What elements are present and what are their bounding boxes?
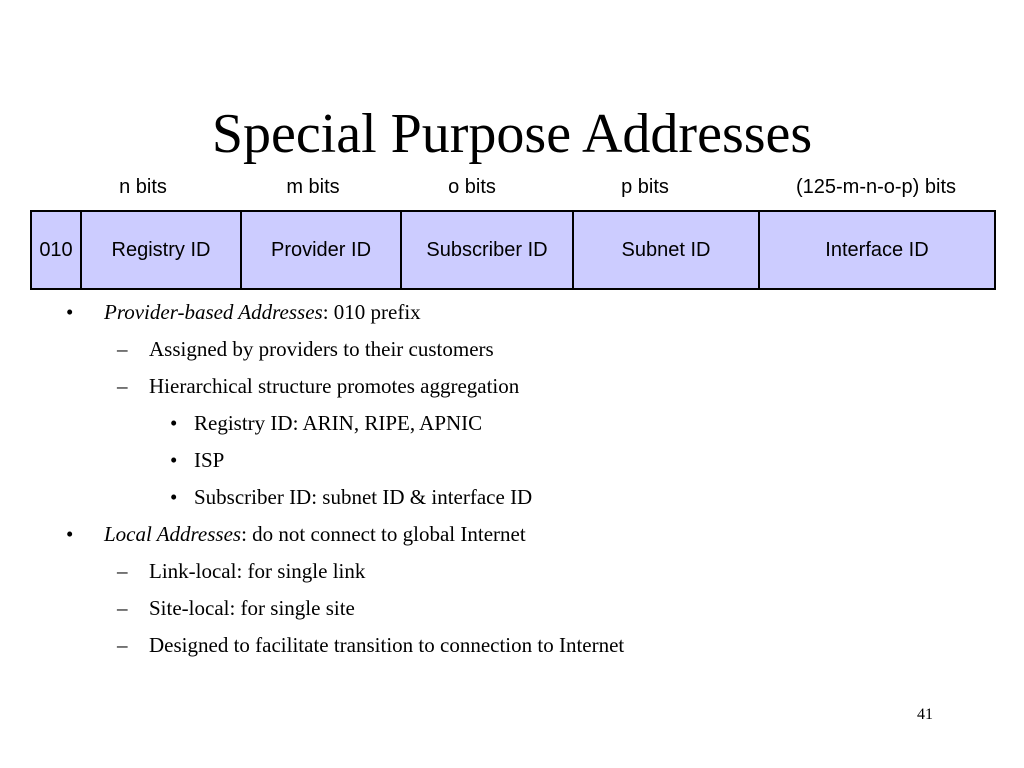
dash-marker: – [117,337,128,361]
slide-title: Special Purpose Addresses [211,103,813,165]
list-item-text: Site-local: for single site [149,596,355,620]
field-subnet-id: Subnet ID [572,212,758,288]
bullet-marker: • [170,448,178,472]
list-item [0,516,1024,553]
list-item [0,405,1024,442]
dash-marker: – [117,374,128,398]
field-interface-id: Interface ID [758,212,996,288]
field-subscriber-id: Subscriber ID [400,212,572,288]
list-item-text: ISP [194,448,225,472]
bullet-marker: • [66,300,74,324]
list-item-rest: : 010 prefix [322,300,421,324]
list-item [0,294,1024,331]
list-item [0,553,1024,590]
bit-label-o: o bits [448,176,496,198]
bullet-list [0,294,1024,664]
bullet-marker: • [170,411,178,435]
dash-marker: – [117,596,128,620]
list-item [0,479,1024,516]
bit-label-p: p bits [621,176,669,198]
list-item-text: Subscriber ID: subnet ID & interface ID [194,485,533,509]
list-item [0,331,1024,368]
dash-marker: – [117,559,128,583]
bullet-marker: • [170,485,178,509]
field-prefix: 010 [30,212,80,288]
list-item-text: Link-local: for single link [149,559,366,583]
list-item-text: Registry ID: ARIN, RIPE, APNIC [194,411,483,435]
list-item-text: Hierarchical structure promotes aggregation [149,374,520,398]
field-provider-id: Provider ID [240,212,400,288]
list-item [0,442,1024,479]
list-item-text: Designed to facilitate transition to connection to Internet [149,633,625,657]
bit-label-n: n bits [119,176,167,198]
dash-marker: – [117,633,128,657]
bullet-marker: • [66,522,74,546]
list-item-text [104,294,421,331]
emphasis-term: Local Addresses [104,522,242,546]
list-item-rest: : do not connect to global Internet [241,522,526,546]
list-item [0,368,1024,405]
page-number: 41 [917,706,933,723]
list-item [0,590,1024,627]
bit-label-m: m bits [286,176,340,198]
list-item-text: Assigned by providers to their customers [149,337,494,361]
address-format-diagram [30,210,996,290]
field-registry-id: Registry ID [80,212,240,288]
emphasis-term: Provider-based Addresses [104,300,323,324]
list-item-text [104,516,526,553]
list-item [0,627,1024,664]
bit-label-interface: (125-m-n-o-p) bits [795,176,957,198]
